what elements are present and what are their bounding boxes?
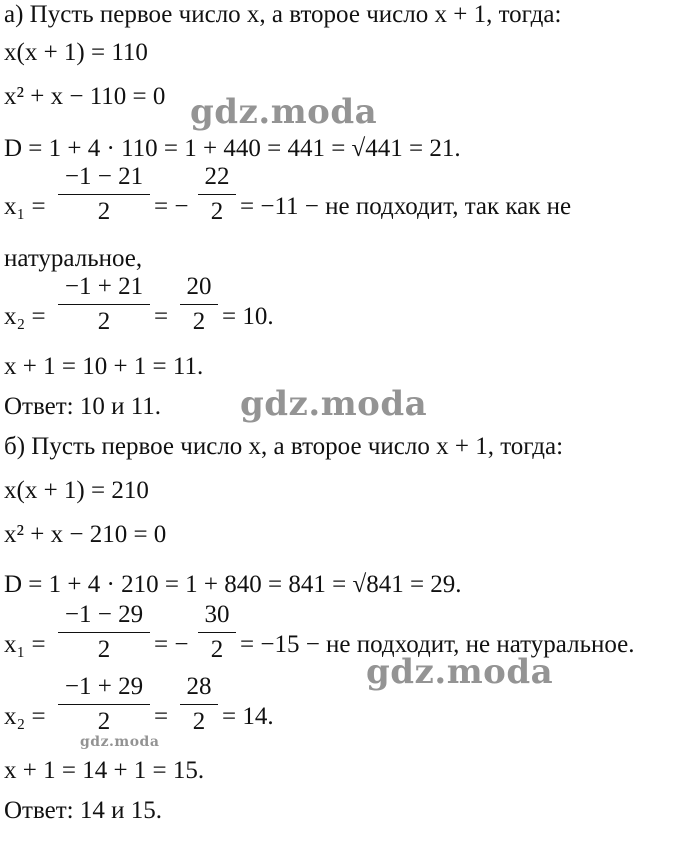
watermark-logo: gdz.moda: [240, 384, 428, 424]
part-b-sum: x + 1 = 14 + 1 = 15.: [4, 757, 205, 784]
part-a-x1-lhs: x₁ =: [4, 193, 46, 220]
part-a-answer: Ответ: 10 и 11.: [4, 393, 162, 420]
part-a-x2-tail: = 10.: [222, 303, 274, 330]
part-b-x1-lhs: x₁ =: [4, 631, 46, 658]
numerator: −1 − 21: [64, 163, 144, 190]
part-a-discriminant: D = 1 + 4 · 110 = 1 + 440 = 441 = √441 = 21.: [4, 135, 461, 162]
part-a-x1-mid: = −: [154, 193, 189, 220]
fraction-bar: [58, 704, 150, 705]
numerator: 20: [186, 273, 212, 300]
denominator: 2: [210, 198, 224, 225]
part-b-equation-2: x² + x − 210 = 0: [4, 521, 167, 548]
part-a-x1-continuation: натуральное,: [4, 245, 143, 272]
fraction-bar: [58, 304, 150, 305]
part-b-x1-fraction-1: [58, 600, 150, 665]
part-b-equation-1: x(x + 1) = 210: [4, 477, 149, 504]
denominator: 2: [210, 636, 224, 663]
denominator: 2: [97, 308, 111, 335]
part-a-x2-lhs: x₂ =: [4, 303, 46, 330]
part-a-intro: а) Пусть первое число x, а второе число x + 1, тогда:: [4, 1, 562, 28]
watermark-logo: gdz.moda: [366, 652, 554, 692]
numerator: 28: [186, 673, 212, 700]
numerator: −1 + 21: [64, 273, 144, 300]
part-b-x2-mid: =: [154, 703, 169, 730]
denominator: 2: [97, 198, 111, 225]
part-b-intro: б) Пусть первое число x, а второе число x + 1, тогда:: [4, 433, 564, 460]
fraction-bar: [198, 194, 236, 195]
numerator: −1 + 29: [64, 673, 144, 700]
part-a-x2-fraction-1: [58, 272, 150, 337]
part-a-sum: x + 1 = 10 + 1 = 11.: [4, 353, 204, 380]
part-b-x2-fraction-1: [58, 672, 150, 737]
part-b-discriminant: D = 1 + 4 · 210 = 1 + 840 = 841 = √841 = 29.: [4, 571, 462, 598]
fraction-bar: [58, 632, 150, 633]
fraction-bar: [180, 704, 218, 705]
fraction-bar: [198, 632, 236, 633]
part-a-x1-fraction-2: [198, 162, 236, 227]
denominator: 2: [97, 708, 111, 735]
part-a-x2-fraction-2: [180, 272, 218, 337]
part-b-x2-fraction-2: [180, 672, 218, 737]
denominator: 2: [97, 636, 111, 663]
part-b-x1-fraction-2: [198, 600, 236, 665]
part-b-x2-lhs: x₂ =: [4, 703, 46, 730]
part-a-x2-mid: =: [154, 303, 169, 330]
fraction-bar: [180, 304, 218, 305]
numerator: −1 − 29: [64, 601, 144, 628]
numerator: 30: [204, 601, 230, 628]
fraction-bar: [58, 194, 150, 195]
numerator: 22: [204, 163, 230, 190]
denominator: 2: [192, 308, 206, 335]
denominator: 2: [192, 708, 206, 735]
part-a-x1-tail: = −11 − не подходит, так как не: [240, 193, 572, 220]
watermark-logo-small: gdz.moda: [80, 734, 160, 750]
part-a-equation-2: x² + x − 110 = 0: [4, 83, 166, 110]
part-a-x1-fraction-1: [58, 162, 150, 227]
part-b-x1-mid: = −: [154, 631, 189, 658]
part-b-x1-tail: = −15 − не подходит, не натуральное.: [240, 631, 635, 658]
watermark-logo: gdz.moda: [190, 92, 378, 132]
part-b-answer: Ответ: 14 и 15.: [4, 797, 162, 824]
part-b-x2-tail: = 14.: [222, 703, 274, 730]
part-a-equation-1: x(x + 1) = 110: [4, 39, 148, 66]
